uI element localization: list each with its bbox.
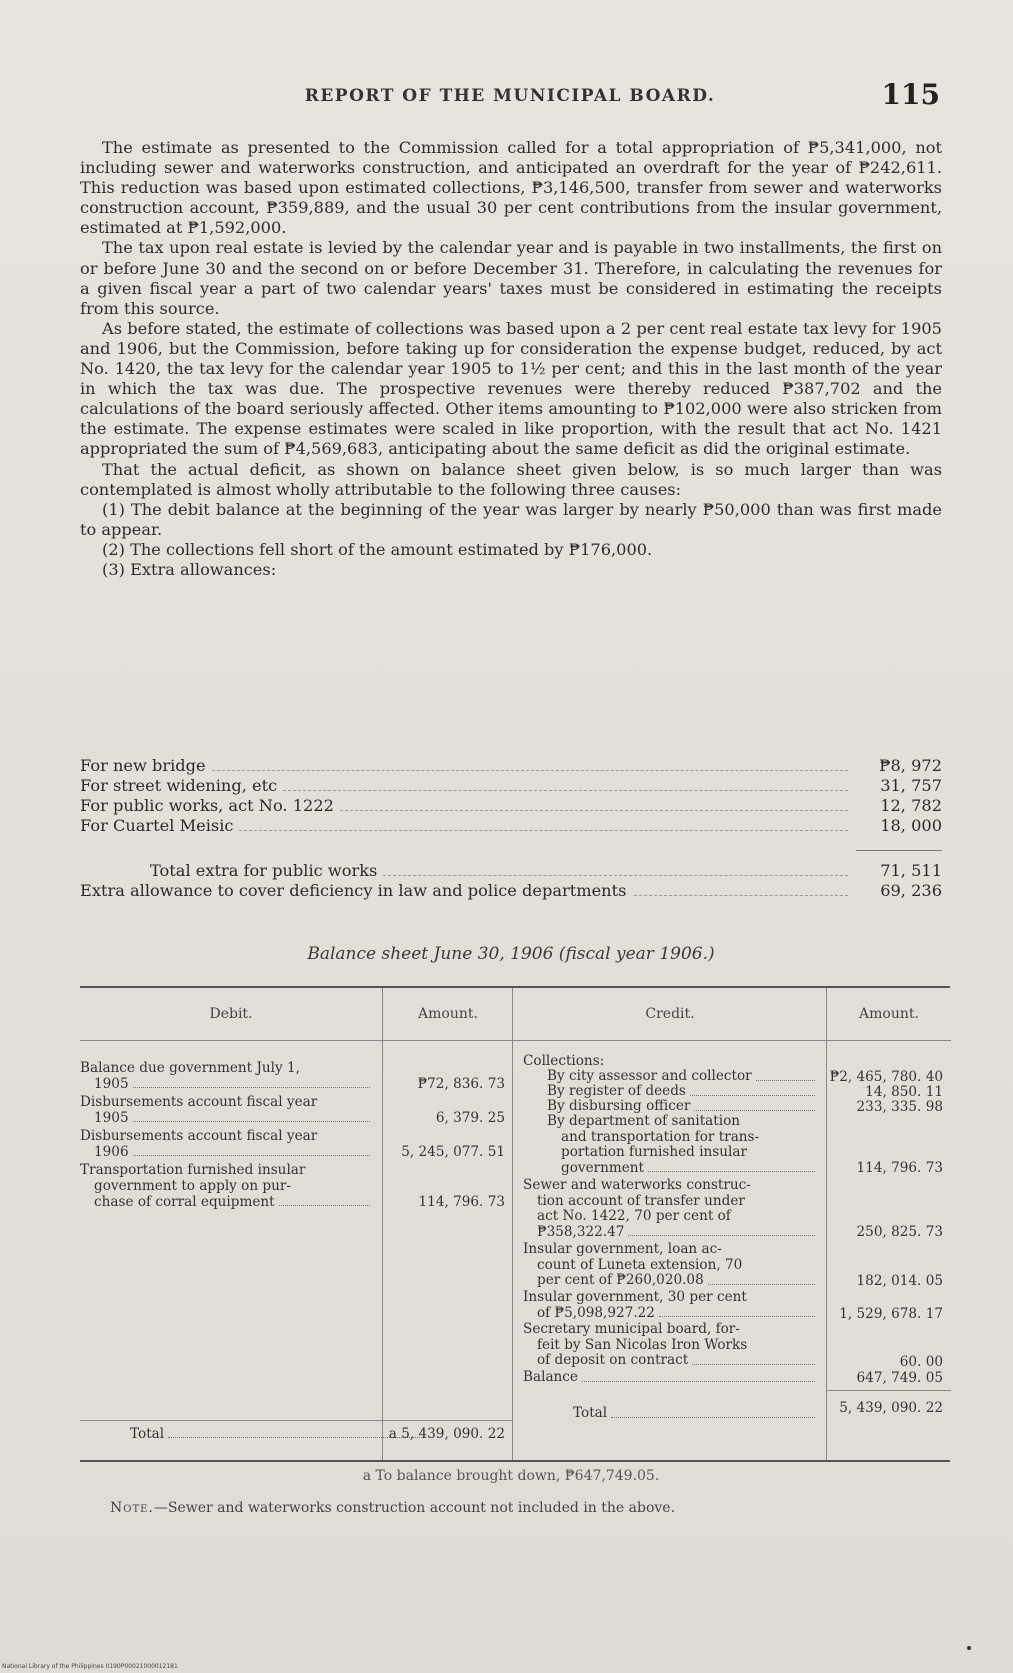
credit-amount: 182, 014. 05 <box>856 1273 943 1289</box>
credit-amount: 114, 796. 73 <box>856 1160 943 1176</box>
credit-entry <box>523 1322 817 1369</box>
credit-line: of ₱5,098,927.22 <box>537 1304 655 1321</box>
credit-line: and transportation for trans- <box>561 1128 760 1145</box>
credit-line: Balance <box>523 1369 578 1385</box>
leader-dots <box>708 1273 815 1285</box>
credit-line: feit by San Nicolas Iron Works <box>537 1336 748 1353</box>
credit-amount: 60. 00 <box>899 1354 943 1370</box>
leader-dots <box>340 810 848 811</box>
credit-total-row <box>523 1406 817 1422</box>
leader-dots <box>133 1144 370 1156</box>
amount-header: Amount. <box>827 988 951 1041</box>
paragraph: The estimate as presented to the Commission called for a total appropriation of ₱5,341,000, not including sewer and waterworks construction, and anticipated an overdraft for the year of ₱242,611. This reduction was based upon estimated collections, ₱3,146,500, transfer from sewer and waterworks construction account, ₱359,889, and the usual 30 per cent contributions from the insular government, estimated at ₱1,592,000. <box>80 138 942 238</box>
extra-item <box>80 776 942 796</box>
leader-dots <box>628 1225 815 1237</box>
extra-item-label: For Cuartel Meisic <box>80 816 234 835</box>
leader-dots <box>279 1194 370 1206</box>
extra-total-row <box>80 861 942 881</box>
credit-column <box>512 988 827 1460</box>
leader-dots <box>659 1306 815 1318</box>
extra-deficiency-row <box>80 881 942 901</box>
credit-line: Insular government, loan ac- <box>523 1241 722 1257</box>
extra-item-amount: 12, 782 <box>880 796 942 815</box>
total-rule <box>827 1390 951 1391</box>
leader-dots <box>690 1084 815 1096</box>
extra-item-label: For public works, act No. 1222 <box>80 796 334 815</box>
balance-sheet-title: Balance sheet June 30, 1906 (fiscal year 1906.) <box>307 944 715 964</box>
credit-total-amount: 5, 439, 090. 22 <box>839 1400 943 1416</box>
debit-line: Disbursements account fiscal year <box>80 1128 318 1144</box>
page-number: 115 <box>881 78 940 111</box>
debit-header: Debit. <box>80 988 382 1041</box>
debit-total-label: Total <box>130 1426 165 1442</box>
extra-item-amount: 31, 757 <box>880 776 942 795</box>
credit-entry <box>523 1290 817 1321</box>
body-text <box>80 138 942 580</box>
credit-collections-label: Collections: <box>523 1053 605 1069</box>
credit-header: Credit. <box>513 988 827 1041</box>
credit-line: count of Luneta extension, 70 <box>537 1256 743 1273</box>
debit-line: Transportation furnished insular <box>80 1162 306 1178</box>
paragraph: That the actual deficit, as shown on balance sheet given below, is so much larger than was contemplated is almost wholly attributable to the following three causes: <box>80 459 942 499</box>
credit-amount: 250, 825. 73 <box>856 1224 943 1240</box>
credit-amount: 1, 529, 678. 17 <box>839 1306 943 1322</box>
leader-dots <box>283 790 848 791</box>
credit-line: By city assessor and collector <box>547 1068 752 1084</box>
credit-entry <box>523 1370 817 1386</box>
leader-dots <box>383 875 848 876</box>
sum-rule <box>856 850 942 851</box>
extra-deficiency-label: Extra allowance to cover deficiency in law and police departments <box>80 881 627 900</box>
credit-amount-column <box>826 988 951 1460</box>
extra-deficiency-amount: 69, 236 <box>880 881 942 900</box>
debit-amount-column <box>382 988 513 1460</box>
debit-amount: 114, 796. 73 <box>418 1194 505 1210</box>
note-text: —Sewer and waterworks construction account not included in the above. <box>153 1500 676 1516</box>
page-header <box>80 78 940 118</box>
debit-total-amount: a 5, 439, 090. 22 <box>388 1426 505 1442</box>
extra-item-amount: ₱8, 972 <box>879 756 942 775</box>
debit-amount: ₱72, 836. 73 <box>417 1076 505 1092</box>
debit-total-row <box>80 1426 422 1442</box>
leader-dots <box>611 1406 815 1418</box>
credit-line: portation furnished insular <box>561 1144 747 1160</box>
credit-total-label: Total <box>573 1405 608 1421</box>
extra-total-amount: 71, 511 <box>880 861 942 880</box>
leader-dots <box>239 830 848 831</box>
running-head: REPORT OF THE MUNICIPAL BOARD. <box>304 86 716 106</box>
credit-line: Insular government, 30 per cent <box>523 1289 747 1305</box>
debit-line: 1905 <box>94 1110 129 1126</box>
total-rule <box>383 1420 513 1421</box>
extra-item-amount: 18, 000 <box>880 816 942 835</box>
debit-line: chase of corral equipment <box>94 1194 275 1210</box>
total-rule <box>80 1420 382 1421</box>
debit-line: 1906 <box>94 1144 129 1160</box>
leader-dots <box>582 1370 815 1382</box>
credit-amount: 14, 850. 11 <box>865 1084 943 1100</box>
paragraph: (2) The collections fell short of the amount estimated by ₱176,000. <box>102 539 653 559</box>
credit-line: of deposit on contract <box>537 1352 689 1368</box>
debit-line: 1905 <box>94 1076 129 1092</box>
debit-amount: 6, 379. 25 <box>435 1110 505 1126</box>
credit-line: Secretary municipal board, for- <box>523 1321 740 1337</box>
leader-dots <box>694 1099 815 1111</box>
leader-dots <box>756 1069 815 1081</box>
footnote: a To balance brought down, ₱647,749.05. <box>362 1468 660 1484</box>
debit-line: government to apply on pur- <box>94 1178 291 1194</box>
extra-item <box>80 816 942 836</box>
extra-item-label: For street widening, etc <box>80 776 278 795</box>
paragraph: (3) Extra allowances: <box>102 559 277 579</box>
debit-entry <box>80 1162 372 1210</box>
debit-entry <box>80 1060 372 1092</box>
leader-dots <box>133 1110 370 1122</box>
debit-line: Balance due government July 1, <box>80 1060 300 1076</box>
ink-dot <box>967 1646 971 1650</box>
extra-item <box>80 796 942 816</box>
credit-line: government <box>561 1159 645 1176</box>
debit-line: Disbursements account fiscal year <box>80 1094 318 1110</box>
credit-amount: 647, 749. 05 <box>856 1370 943 1386</box>
credit-line: By register of deeds <box>547 1083 686 1099</box>
debit-column <box>80 988 382 1460</box>
balance-sheet-table <box>80 986 950 1462</box>
scan-credit-line: National Library of the Philippines 0190P00021000012181 <box>2 1663 178 1670</box>
leader-dots <box>212 770 848 771</box>
credit-line: Sewer and waterworks construc- <box>523 1177 751 1193</box>
extra-total-label: Total extra for public works <box>150 861 378 880</box>
credit-amount: 233, 335. 98 <box>856 1099 943 1115</box>
credit-line: tion account of transfer under <box>537 1192 745 1209</box>
amount-header: Amount. <box>383 988 513 1041</box>
extra-item <box>80 756 942 776</box>
paragraph: The tax upon real estate is levied by the calendar year and is payable in two installments, the first on or before June 30 and the second on or before December 31. Therefore, in calculating the revenues for a given fiscal year a part of two calendar years' taxes must be considered in estimating the receipts from this source. <box>80 238 942 318</box>
paragraph: (1) The debit balance at the beginning of the year was larger by nearly ₱50,000 than was first made to appear. <box>80 499 942 539</box>
leader-dots <box>133 1076 370 1088</box>
paragraph: As before stated, the estimate of collections was based upon a 2 per cent real estate tax levy for 1905 and 1906, but the Commission, before taking up for consideration the expense budget, reduced, by act No. 1420, the tax levy for the calendar year 1905 to 1½ per cent; and this in the last month of the year in which the tax was due. The prospective revenues were thereby reduced ₱387,702 and the calculations of the board seriously affected. Other items amounting to ₱102,000 were also stricken from the estimate. The expense estimates were scaled in like proportion, with the result that act No. 1421 appropriated the sum of ₱4,569,683, anticipating about the same deficit as did the original estimate. <box>80 318 942 459</box>
credit-line: By department of sanitation <box>547 1113 741 1129</box>
debit-amount: 5, 245, 077. 51 <box>401 1144 505 1160</box>
leader-dots <box>634 895 848 896</box>
credit-amount: ₱2, 465, 780. 40 <box>829 1069 943 1085</box>
credit-line: per cent of ₱260,020.08 <box>537 1272 704 1288</box>
credit-line: act No. 1422, 70 per cent of <box>537 1208 731 1224</box>
extra-allowances-list <box>80 756 942 901</box>
debit-entry <box>80 1094 372 1126</box>
credit-entry <box>523 1178 817 1240</box>
note <box>110 1500 910 1516</box>
credit-line: By disbursing officer <box>547 1098 691 1114</box>
leader-dots <box>692 1353 815 1365</box>
credit-line: ₱358,322.47 <box>537 1223 625 1240</box>
leader-dots <box>648 1161 815 1173</box>
credit-entry <box>547 1114 817 1176</box>
extra-item-label: For new bridge <box>80 756 206 775</box>
credit-entry <box>523 1242 817 1289</box>
debit-entry <box>80 1128 372 1160</box>
note-prefix: Note. <box>110 1500 154 1516</box>
